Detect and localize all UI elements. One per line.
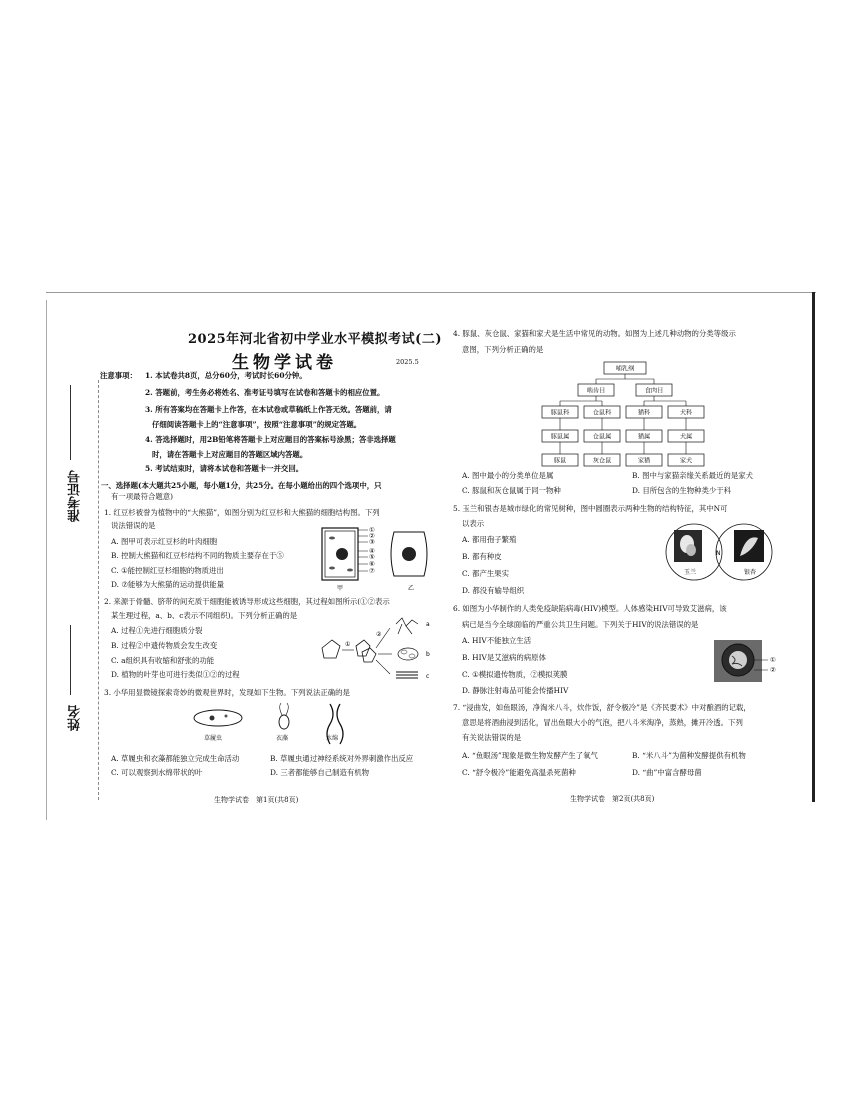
q5-option-a: A. 都用孢子繁殖 bbox=[462, 535, 517, 544]
name-underline bbox=[70, 625, 71, 695]
q3-option-d: D. 三者都能够自己制造有机物 bbox=[270, 768, 370, 777]
q7-stem: 7. “浸曲发，如鱼眼汤，净淘米八斗，炊作饭，舒令极冷”是《齐民要术》中对酿酒的记载， bbox=[453, 703, 751, 712]
q3-label: 水绵 bbox=[326, 735, 339, 742]
q3-label: 衣藻 bbox=[276, 735, 289, 742]
epithelial-tissue bbox=[398, 648, 418, 660]
section-heading: 一、选择题(本大题共25小题，每小题1分，共25分。在每小题给出的四个选项中，只 bbox=[101, 481, 382, 490]
tree-species: 豚鼠 bbox=[553, 457, 567, 465]
section-heading-cont: 有一项最符合题意) bbox=[111, 492, 174, 501]
tree-genus: 豚鼠属 bbox=[550, 433, 570, 441]
q6-hiv-model bbox=[712, 638, 792, 684]
q4-option-d: D. 目所包含的生物种类少于科 bbox=[632, 486, 732, 495]
q5-option-d: D. 都没有输导组织 bbox=[462, 586, 525, 595]
q1-option-a: A. 图甲可表示红豆杉的叶肉细胞 bbox=[111, 537, 218, 546]
plant-cell-nucleus bbox=[336, 548, 348, 560]
q2-label: a bbox=[426, 621, 430, 628]
tree-family: 犬科 bbox=[679, 409, 693, 417]
q2-option-b: B. 过程②中遗传物质会发生改变 bbox=[111, 641, 218, 650]
q2-option-a: A. 过程①先进行细胞质分裂 bbox=[111, 626, 203, 635]
chloroplast bbox=[329, 537, 335, 540]
binding-dashed-line bbox=[98, 380, 99, 800]
chloroplast bbox=[329, 567, 335, 570]
paramecium bbox=[194, 710, 242, 726]
tree-genus: 猫属 bbox=[637, 433, 651, 441]
sheet-left-edge bbox=[46, 300, 47, 820]
notes-heading: 注意事项： bbox=[100, 371, 137, 380]
note-line: 3. 所有答案均在答题卡上作答，在本试卷或草稿纸上作答无效。答题前，请 bbox=[145, 405, 392, 414]
chlamydomonas bbox=[279, 715, 289, 729]
name-label: 姓名 bbox=[68, 705, 83, 731]
q4-option-c: C. 豚鼠和灰仓鼠属于同一物种 bbox=[462, 486, 561, 495]
q3-organisms-diagram bbox=[190, 702, 370, 746]
q2-differentiation-diagram bbox=[318, 610, 436, 685]
tree-genus: 犬属 bbox=[679, 433, 693, 441]
q2-stem: 某生理过程，a、b、c表示不同组织)。下列分析正确的是 bbox=[111, 611, 298, 620]
q1-label: ⑦ bbox=[369, 567, 375, 575]
q2-stem: 2. 来源于骨髓、脐带的间充质干细胞能被诱导形成这些细胞，其过程如图所示(①②表示 bbox=[104, 597, 390, 606]
q1-option-c: C. ①能控制红豆杉细胞的物质进出 bbox=[111, 566, 224, 575]
note-line: 4. 答选择题时，用2B铅笔将答题卡上对应题目的答案标号涂黑；答非选择题 bbox=[145, 435, 396, 444]
q1-stem: 说法错误的是 bbox=[111, 521, 156, 530]
note-line: 5. 考试结束时，请将本试卷和答题卡一并交回。 bbox=[145, 464, 304, 473]
q6-label: ② bbox=[770, 666, 776, 674]
exam-number-underline bbox=[70, 385, 71, 460]
q6-stem: 病已是当今全球面临的严重公共卫生问题。下列关于HIV的说法错误的是 bbox=[462, 620, 699, 629]
tree-species: 灰仓鼠 bbox=[592, 457, 612, 465]
sheet-top-edge bbox=[46, 292, 816, 293]
tree-order: 啮齿目 bbox=[586, 387, 606, 395]
q7-option-a: A. “鱼眼汤”现象是微生物发酵产生了氧气 bbox=[462, 751, 598, 760]
note-line: 2. 答题前，考生务必将姓名、准考证号填写在试卷和答题卡的相应位置。 bbox=[145, 388, 385, 397]
q5-venn-diagram bbox=[660, 522, 780, 582]
q1-stem: 1. 红豆杉被誉为植物中的“大熊猫”，如图分别为红豆杉和大熊猫的细胞结构图。下列 bbox=[104, 508, 380, 517]
tree-species: 家犬 bbox=[679, 457, 693, 465]
q4-stem: 4. 豚鼠、灰仓鼠、家猫和家犬是生活中常见的动物。如图为上述几种动物的分类等级示 bbox=[453, 329, 736, 338]
q5-stem: 5. 玉兰和银杏是城市绿化的常见树种，图中圆圈表示两种生物的结构特征，其中N可 bbox=[453, 504, 728, 513]
q1-option-b: B. 控制大熊猫和红豆杉结构不同的物质主要存在于⑤ bbox=[111, 551, 284, 560]
q2-label: ② bbox=[376, 631, 382, 638]
q3-option-a: A. 草履虫和衣藻都能独立完成生命活动 bbox=[111, 754, 240, 763]
exam-date: 2025.5 bbox=[396, 358, 419, 366]
stem-cell bbox=[322, 640, 340, 658]
q5-label: 银杏 bbox=[744, 569, 757, 576]
chloroplast bbox=[347, 569, 353, 572]
q2-label: c bbox=[426, 673, 430, 680]
tree-family: 猫科 bbox=[637, 409, 651, 417]
sheet-right-edge bbox=[812, 292, 815, 802]
q5-stem: 以表示 bbox=[462, 519, 485, 528]
q7-option-b: B. “米八斗”为菌种发酵提供有机物 bbox=[632, 751, 746, 760]
q1-label: ⑤ bbox=[369, 553, 375, 561]
q6-option-d: D. 静脉注射毒品可能会传播HIV bbox=[462, 686, 569, 695]
q1-option-d: D. ⑦能够为大熊猫的运动提供能量 bbox=[111, 580, 225, 589]
q4-option-b: B. 图中与家猫亲缘关系最近的是家犬 bbox=[632, 471, 753, 480]
q2-label: ① bbox=[345, 641, 351, 648]
animal-cell-nucleus bbox=[402, 547, 416, 561]
q4-option-a: A. 图中最小的分类单位是属 bbox=[462, 471, 554, 480]
q7-option-c: C. “舒令极冷”能避免高温杀死菌种 bbox=[462, 768, 576, 777]
note-line: 1. 本试卷共8页，总分60分，考试时长60分钟。 bbox=[145, 371, 307, 380]
q1-label: ② bbox=[369, 532, 375, 540]
q7-stem: 有关说法错误的是 bbox=[462, 733, 522, 742]
q1-label: ⑥ bbox=[369, 560, 375, 568]
q5-label: N bbox=[716, 550, 721, 557]
exam-title: 2025年河北省初中学业水平模拟考试(二) bbox=[188, 332, 442, 347]
q5-option-c: C. 都产生果实 bbox=[462, 569, 510, 578]
subject-title: 生物学试卷 bbox=[232, 353, 337, 373]
q6-stem: 6. 如图为小华制作的人类免疫缺陷病毒(HIV)模型。人体感染HIV可导致艾滋病，该 bbox=[453, 604, 727, 613]
footer-left: 生物学试卷 第1页(共8页) bbox=[214, 796, 299, 804]
q1-caption-right: 乙 bbox=[408, 585, 415, 592]
q6-option-a: A. HIV不能独立生活 bbox=[462, 636, 532, 645]
q2-option-c: C. a组织具有收缩和舒张的功能 bbox=[111, 656, 215, 665]
tree-genus: 仓鼠属 bbox=[592, 433, 612, 441]
q5-label: 玉兰 bbox=[684, 569, 697, 576]
q5-option-b: B. 都有种皮 bbox=[462, 552, 502, 561]
q3-option-c: C. 可以观察到水绵带状的叶 bbox=[111, 768, 203, 777]
q1-cell-diagram bbox=[312, 524, 442, 594]
note-line: 仔细阅读答题卡上的“注意事项”，按照“注意事项”的规定答题。 bbox=[152, 420, 362, 429]
tree-family: 仓鼠科 bbox=[592, 409, 612, 417]
tree-species: 家猫 bbox=[637, 457, 651, 465]
q6-option-b: B. HIV是艾滋病的病原体 bbox=[462, 653, 546, 662]
q7-option-d: D. “曲”中富含酵母菌 bbox=[632, 768, 702, 777]
q1-label: ④ bbox=[369, 547, 375, 555]
q4-stem: 意图，下列分析正确的是 bbox=[462, 345, 544, 354]
q7-stem: 意思是将酒曲浸到活化，冒出鱼眼大小的气泡，把八斗米淘净，蒸熟，摊开冷透。下列 bbox=[462, 718, 743, 727]
q3-label: 草履虫 bbox=[204, 735, 223, 742]
q1-caption-left: 甲 bbox=[337, 585, 344, 592]
q1-label: ③ bbox=[369, 538, 375, 546]
q2-label: b bbox=[426, 651, 430, 658]
q2-option-d: D. 植物的叶芽也可进行类似①②的过程 bbox=[111, 670, 240, 679]
footer-right: 生物学试卷 第2页(共8页) bbox=[570, 795, 655, 803]
tree-root: 哺乳纲 bbox=[615, 365, 635, 373]
q1-label: ① bbox=[369, 526, 375, 534]
tree-order: 食肉目 bbox=[644, 387, 664, 395]
q6-option-c: C. ①模拟遗传物质，②模拟荚膜 bbox=[462, 670, 568, 679]
q4-classification-tree bbox=[540, 360, 710, 472]
q3-option-b: B. 草履虫通过神经系统对外界刺激作出反应 bbox=[270, 754, 414, 763]
nerve-tissue bbox=[396, 618, 418, 634]
tree-family: 豚鼠科 bbox=[550, 409, 570, 417]
exam-number-label: 准考证号 bbox=[68, 470, 83, 522]
q3-stem: 3. 小华用显微镜探索奇妙的微观世界时，发现如下生物。下列说法正确的是 bbox=[104, 688, 350, 697]
muscle-tissue bbox=[396, 672, 418, 678]
note-line: 时，请在答题卡上对应题目的答题区域内答题。 bbox=[152, 450, 308, 459]
q6-label: ① bbox=[770, 656, 776, 664]
